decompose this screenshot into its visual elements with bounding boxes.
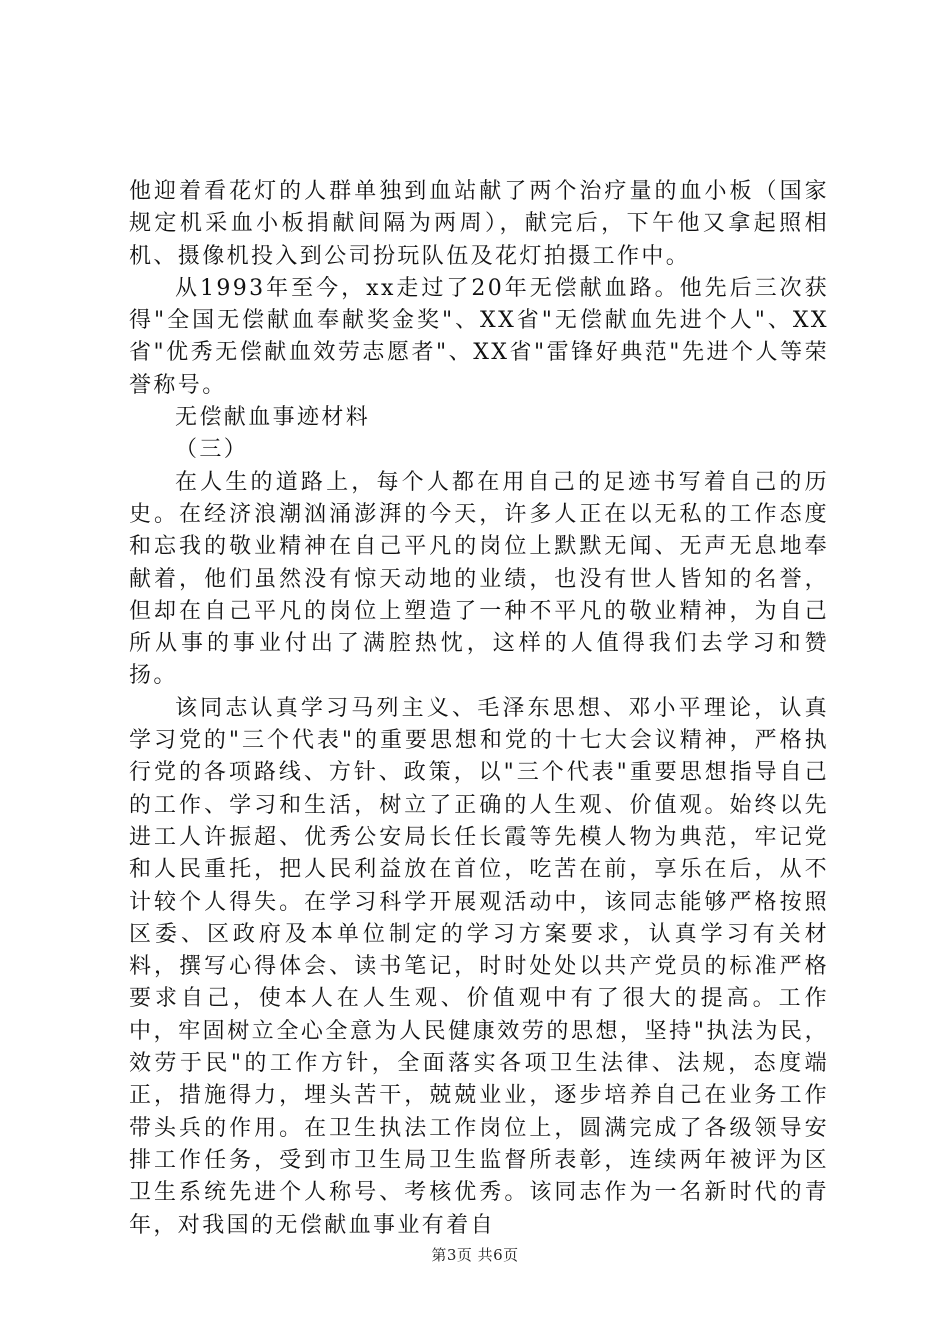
paragraph-continuation: 他迎着看花灯的人群单独到血站献了两个治疗量的血小板（国家规定机采血小板捐献间隔为两周），献完后，下午他又拿起照相机、摄像机投入到公司扮玩队伍及花灯拍摄工作中。: [129, 179, 829, 269]
section-title: 无偿献血事迹材料: [175, 405, 371, 431]
page-footer: 第3页 共6页: [431, 1246, 519, 1264]
section-number: （三）: [175, 437, 249, 463]
paragraph-blood-donation-honors: 从1993年至今，xx走过了20年无偿献血路。他先后三次获得"全国无偿献血奉献奖金奖"、XX省"无偿献血先进个人"、XX省"优秀无偿献血效劳志愿者"、XX省"雷锋好典范"先进个人等荣誉称号。: [129, 275, 829, 398]
paragraph-comrade-profile: 该同志认真学习马列主义、毛泽东思想、邓小平理论，认真学习党的"三个代表"的重要思想和党的十七大会议精神，严格执行党的各项路线、方针、政策，以"三个代表"重要思想指导自己的工作、学习和生活，树立了正确的人生观、价值观。始终以先进工人许振超、优秀公安局长任长霞等先模人物为典范，牢记党和人民重托，把人民利益放在首位，吃苦在前，享乐在后，从不计较个人得失。在学习科学开展观活动中，该同志能够严格按照区委、区政府及本单位制定的学习方案要求，认真学习有关材料，撰写心得体会、读书笔记，时时处处以共产党员的标准严格要求自己，使本人在人生观、价值观中有了很大的提高。工作中，牢固树立全心全意为人民健康效劳的思想，坚持"执法为民，效劳于民"的工作方针，全面落实各项卫生法律、法规，态度端正，措施得力，埋头苦干，兢兢业业，逐步培养自己在业务工作带头兵的作用。在卫生执法工作岗位上，圆满完成了各级领导安排工作任务，受到市卫生局卫生监督所表彰，连续两年被评为区卫生系统先进个人称号、考核优秀。该同志作为一名新时代的青年，对我国的无偿献血事业有着自: [129, 695, 829, 1238]
document-body: [129, 176, 829, 1242]
paragraph-intro: 在人生的道路上，每个人都在用自己的足迹书写着自己的历史。在经济浪潮汹涌澎湃的今天，许多人正在以无私的工作态度和忘我的敬业精神在自己平凡的岗位上默默无闻、无声无息地奉献着，他们虽然没有惊天动地的业绩，也没有世人皆知的名誉，但却在自己平凡的岗位上塑造了一种不平凡的敬业精神，为自己所从事的事业付出了满腔热忱，这样的人值得我们去学习和赞扬。: [129, 469, 829, 689]
